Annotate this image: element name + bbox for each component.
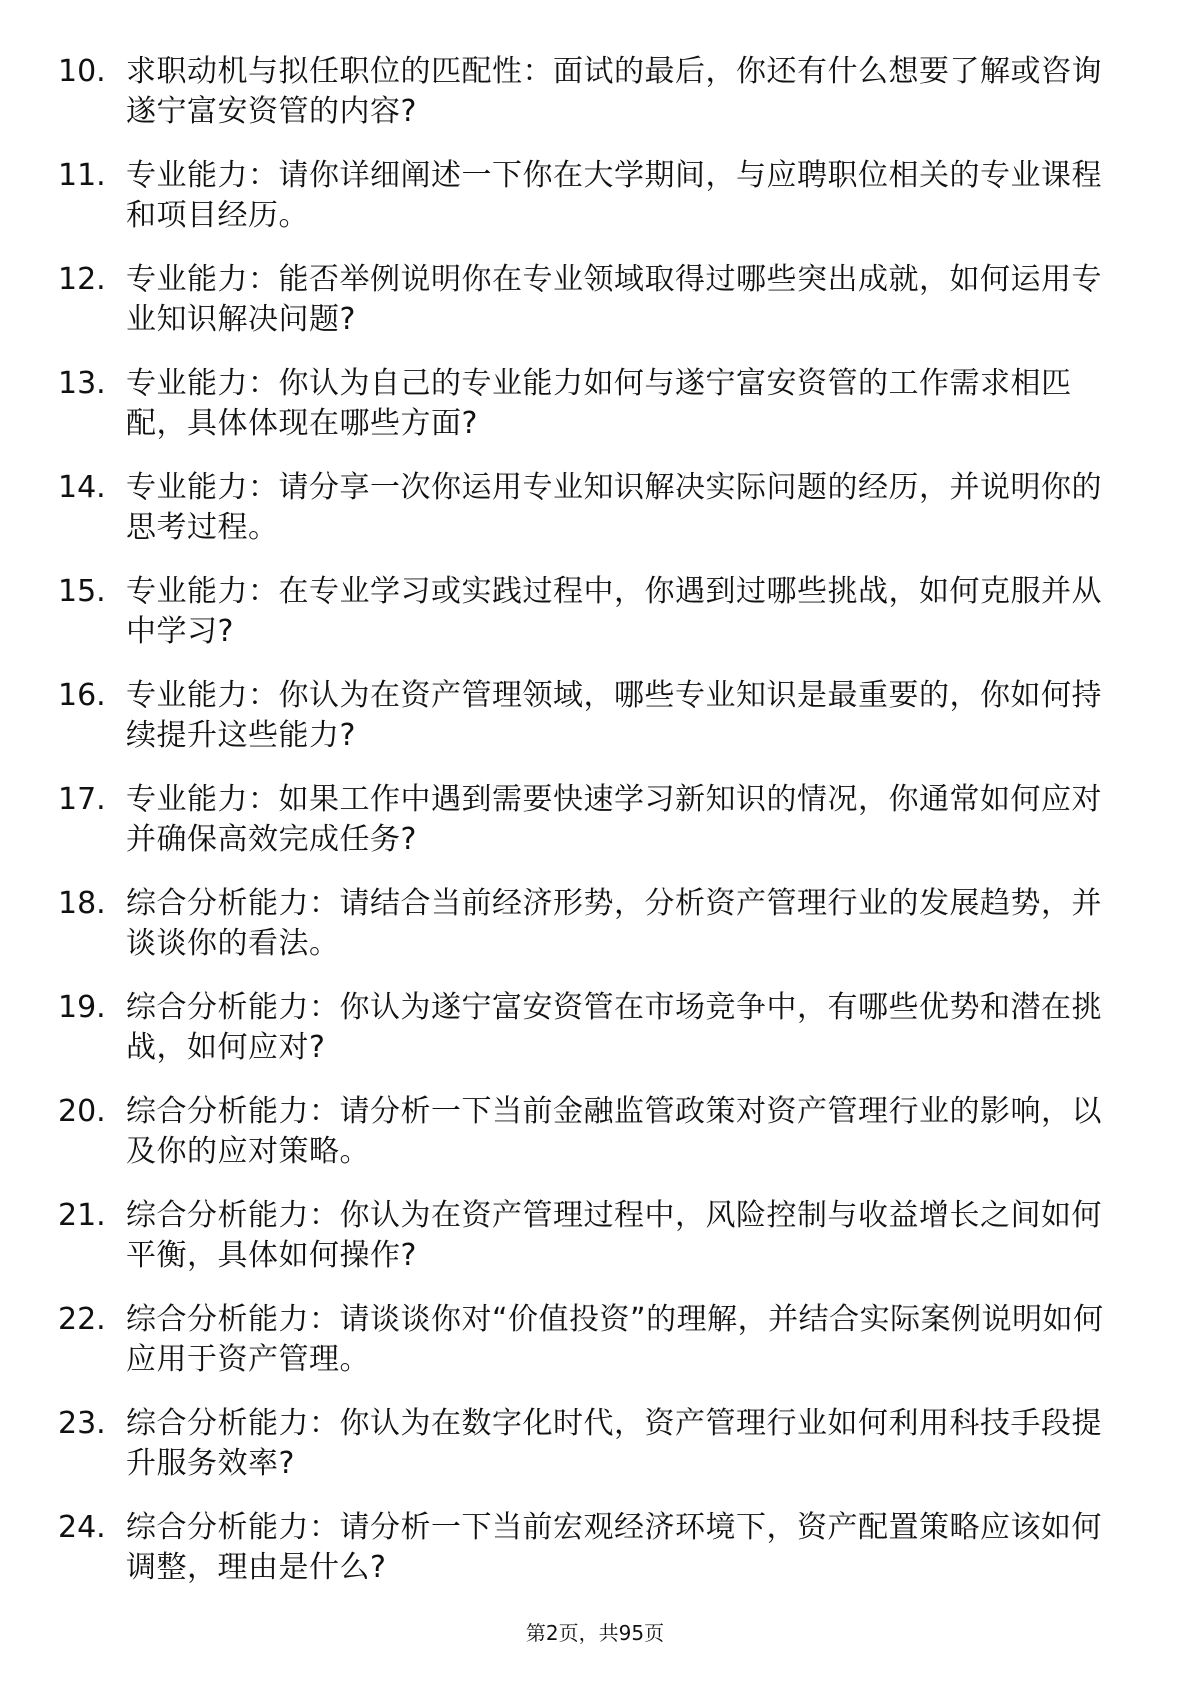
list-item xyxy=(58,1196,1118,1300)
question-text: 专业能力：能否举例说明你在专业领域取得过哪些突出成就，如何运用专业知识解决问题? xyxy=(126,262,1102,337)
question-number: 13. xyxy=(58,366,106,401)
question-text: 专业能力：请你详细阐述一下你在大学期间，与应聘职位相关的专业课程和项目经历。 xyxy=(126,158,1102,233)
question-text: 综合分析能力：请结合当前经济形势，分析资产管理行业的发展趋势，并谈谈你的看法。 xyxy=(126,886,1102,961)
question-number: 17. xyxy=(58,782,106,817)
question-number: 19. xyxy=(58,990,106,1025)
list-item xyxy=(58,1300,1118,1404)
list-item xyxy=(58,52,1118,156)
list-item xyxy=(58,780,1118,884)
question-text: 综合分析能力：你认为在数字化时代，资产管理行业如何利用科技手段提升服务效率? xyxy=(126,1406,1102,1481)
question-number: 10. xyxy=(58,54,106,89)
question-text: 综合分析能力：你认为在资产管理过程中，风险控制与收益增长之间如何平衡，具体如何操作? xyxy=(126,1198,1102,1273)
question-number: 20. xyxy=(58,1094,106,1129)
question-number: 11. xyxy=(58,158,106,193)
question-number: 16. xyxy=(58,678,106,713)
page-footer: 第2页，共95页 xyxy=(525,1621,665,1645)
list-item xyxy=(58,1508,1118,1612)
list-item xyxy=(58,572,1118,676)
list-item xyxy=(58,988,1118,1092)
list-item xyxy=(58,676,1118,780)
list-item xyxy=(58,364,1118,468)
list-item xyxy=(58,468,1118,572)
question-number: 21. xyxy=(58,1198,106,1233)
list-item xyxy=(58,156,1118,260)
question-text: 综合分析能力：你认为遂宁富安资管在市场竞争中，有哪些优势和潜在挑战，如何应对? xyxy=(126,990,1102,1065)
question-text: 综合分析能力：请分析一下当前金融监管政策对资产管理行业的影响，以及你的应对策略。 xyxy=(126,1094,1102,1169)
list-item xyxy=(58,1092,1118,1196)
question-number: 12. xyxy=(58,262,106,297)
question-text: 综合分析能力：请分析一下当前宏观经济环境下，资产配置策略应该如何调整，理由是什么? xyxy=(126,1510,1102,1585)
question-text: 专业能力：你认为自己的专业能力如何与遂宁富安资管的工作需求相匹配，具体体现在哪些方面? xyxy=(126,366,1072,441)
question-list xyxy=(58,52,1118,1612)
question-text: 专业能力：请分享一次你运用专业知识解决实际问题的经历，并说明你的思考过程。 xyxy=(126,470,1102,545)
question-number: 24. xyxy=(58,1510,106,1545)
question-text: 专业能力：如果工作中遇到需要快速学习新知识的情况，你通常如何应对并确保高效完成任务? xyxy=(126,782,1102,857)
question-number: 15. xyxy=(58,574,106,609)
question-text: 专业能力：在专业学习或实践过程中，你遇到过哪些挑战，如何克服并从中学习? xyxy=(126,574,1102,649)
question-text: 专业能力：你认为在资产管理领域，哪些专业知识是最重要的，你如何持续提升这些能力? xyxy=(126,678,1102,753)
list-item xyxy=(58,1404,1118,1508)
question-text: 求职动机与拟任职位的匹配性：面试的最后，你还有什么想要了解或咨询遂宁富安资管的内容? xyxy=(126,54,1102,129)
question-number: 18. xyxy=(58,886,106,921)
list-item xyxy=(58,884,1118,988)
question-text: 综合分析能力：请谈谈你对“价值投资”的理解，并结合实际案例说明如何应用于资产管理。 xyxy=(126,1302,1104,1377)
question-number: 22. xyxy=(58,1302,106,1337)
list-item xyxy=(58,260,1118,364)
question-number: 23. xyxy=(58,1406,106,1441)
question-number: 14. xyxy=(58,470,106,505)
